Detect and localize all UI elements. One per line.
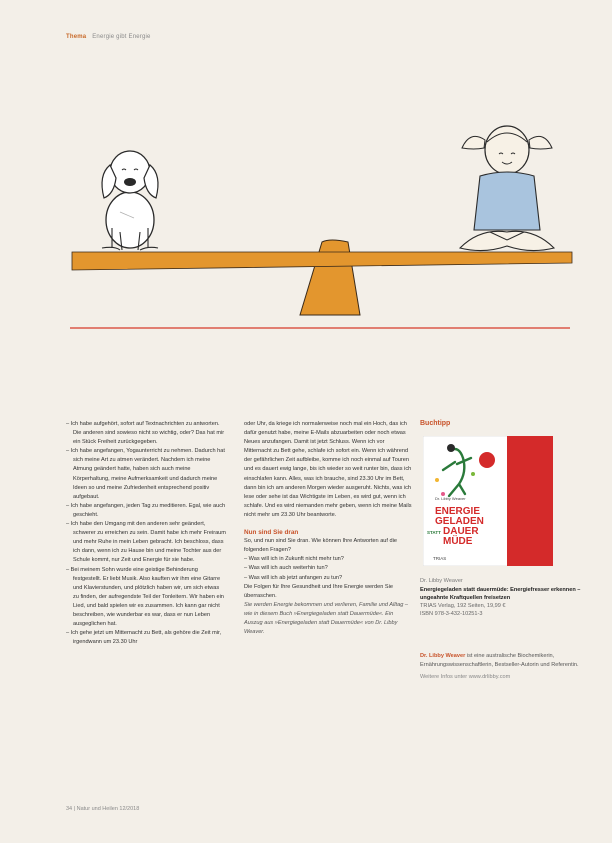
question-item: – Was will ich ab jetzt anfangen zu tun? — [244, 574, 343, 581]
list-item: – Ich habe angefangen, jeden Tag zu meditieren. Egal, wie auch geschieht. — [66, 502, 226, 518]
book-title: Energiegeladen statt dauermüde: Energiefresser erkennen – ungeahnte Kraftquellen freisetzen — [420, 586, 581, 601]
list-item: – Ich habe den Umgang mit den anderen sehr geändert, schwerer zu erreichen zu sein. Damit habe ich mehr Freiraum und mehr Ruhe in mein Leben gebracht. Ich beschloss, dass ich dann, wenn ich zu Hause bin und meine Tochter aus der Schule kommt, nur Zeit und Energie für sie habe. — [66, 521, 226, 564]
list-item: – Ich gehe jetzt um Mitternacht zu Bett, als gehöre die Zeit mir, irgendwann um 23.30 Uhr — [66, 630, 222, 646]
page-footer: 34 | Natur und Heilen 12/2018 — [66, 806, 140, 812]
book-cover-image — [423, 436, 553, 566]
book-cover-author: Dr. Libby Weaver — [435, 496, 466, 502]
book-cover-publisher: TRIAS — [433, 556, 447, 562]
book-cover-line5: MÜDE — [443, 536, 473, 548]
body-paragraph: So, und nun sind Sie dran. Wie können Ihre Antworten auf die folgenden Fragen? — [244, 538, 397, 554]
section-heading: Nun sind Sie dran — [244, 529, 299, 537]
girl-figure — [460, 126, 554, 251]
list-item: – Ich habe aufgehört, sofort auf Textnachrichten zu antworten. Die anderen sind sowieso nicht so wichtig, oder? Das hat mir ein Stück Freiheit zurückgegeben. — [66, 421, 225, 446]
bio-note: Weitere Infos unter www.drlibby.com — [420, 673, 511, 680]
bio-text: ist eine australische Biochemikerin, Ernährungswissenschaftlerin, Bestseller-Autorin und Referentin. — [420, 653, 579, 668]
book-author: Dr. Libby Weaver — [420, 578, 463, 585]
book-isbn: ISBN 978-3-432-10251-3 — [420, 611, 483, 618]
header-title: Energie gibt Energie — [92, 34, 151, 40]
seesaw-fulcrum — [300, 240, 360, 315]
book-badge-icon — [479, 452, 495, 468]
seesaw-illustration — [60, 120, 580, 335]
book-cover-line3: STATT — [427, 530, 441, 536]
book-cover-line4: DAUER — [443, 526, 479, 538]
book-cover-line2: GELADEN — [435, 516, 484, 528]
body-paragraph: Die Folgen für Ihre Gesundheit und Ihre Energie werden Sie überraschen. — [244, 583, 393, 599]
header-rubric: Thema — [66, 34, 87, 40]
page-header — [66, 34, 151, 40]
sidebar-title: Buchtipp — [420, 420, 451, 427]
text-column-1 — [66, 420, 226, 647]
text-column-2 — [244, 420, 412, 637]
list-item: – Ich habe angefangen, Yogaunterricht zu nehmen. Dadurch hat sich meine Art zu atmen verändert. Nachdem ich meine Atmung geändert hatte, haben sich auch meine Körperhaltung, meine Aufmerksamkeit und dadurch meine Ideen so und meine Zufriedenheit entsprechend positiv aufgebaut. — [66, 448, 225, 500]
dog-figure — [102, 151, 158, 250]
question-item: – Was will ich auch weiterhin tun? — [244, 565, 328, 572]
question-item: – Was will ich in Zukunft nicht mehr tun? — [244, 556, 344, 563]
body-paragraph: oder Uhr, da kriege ich normalerweise noch mal ein Hoch, das ich dafür genutzt habe, meine E-Mails abzuarbeiten oder noch etwas Neues anzufangen. Damit ist jetzt Schluss. Wenn ich vor Mitternacht zu Bett gehe, schlafe ich sofort ein. Wenn ich während der gefährlichen Zeit aufbleibe, komme ich noch einmal auf Touren und es dauert ewig lange, bis ich wieder so weit runter bin, dass ich einschlafen kann. Alles, was ich brauche, sind 23.30 Uhr im Bett, dann bin ich am anderen Morgen wieder ausgeruht. Nichts, was ich lese oder sehe ist das Wichtigste im Leben, es wird gut, wenn ich schlafe. Und es wird niemanden mehr geben, wenn ich meine Mails nicht mehr um 23.30 Uhr beantworte. — [244, 421, 412, 518]
article-note: Sie werden Energie bekommen und verlieren, Familie und Alltag – wie in diesem Buch »Energiegeladen statt Dauermüde«. Ein Auszug aus »Energiegeladen statt Dauermüde« von Dr. Libby Weaver. — [244, 601, 408, 636]
book-tip-sidebar — [420, 420, 595, 681]
author-bio — [420, 652, 595, 668]
book-publisher-info: TRIAS Verlag, 192 Seiten, 19,99 € — [420, 603, 506, 610]
book-cover-line1: ENERGIE — [435, 506, 481, 518]
bio-name: Dr. Libby Weaver — [420, 653, 466, 660]
list-item: – Bei meinem Sohn wurde eine geistige Behinderung festgestellt. Er liebt Musik. Also kauften wir ihm eine Gitarre und Klavierstunden, und plötzlich haben wir, um sich etwas zu finden, der aufregendste Teil der Tonleitern. Wir haben ein Lied, und bald spielen wir es zusammen. Ich kann gar nicht beschreiben, wie wunderbar es war, dass er nun Leben ausgeglichen hat. — [66, 566, 224, 628]
